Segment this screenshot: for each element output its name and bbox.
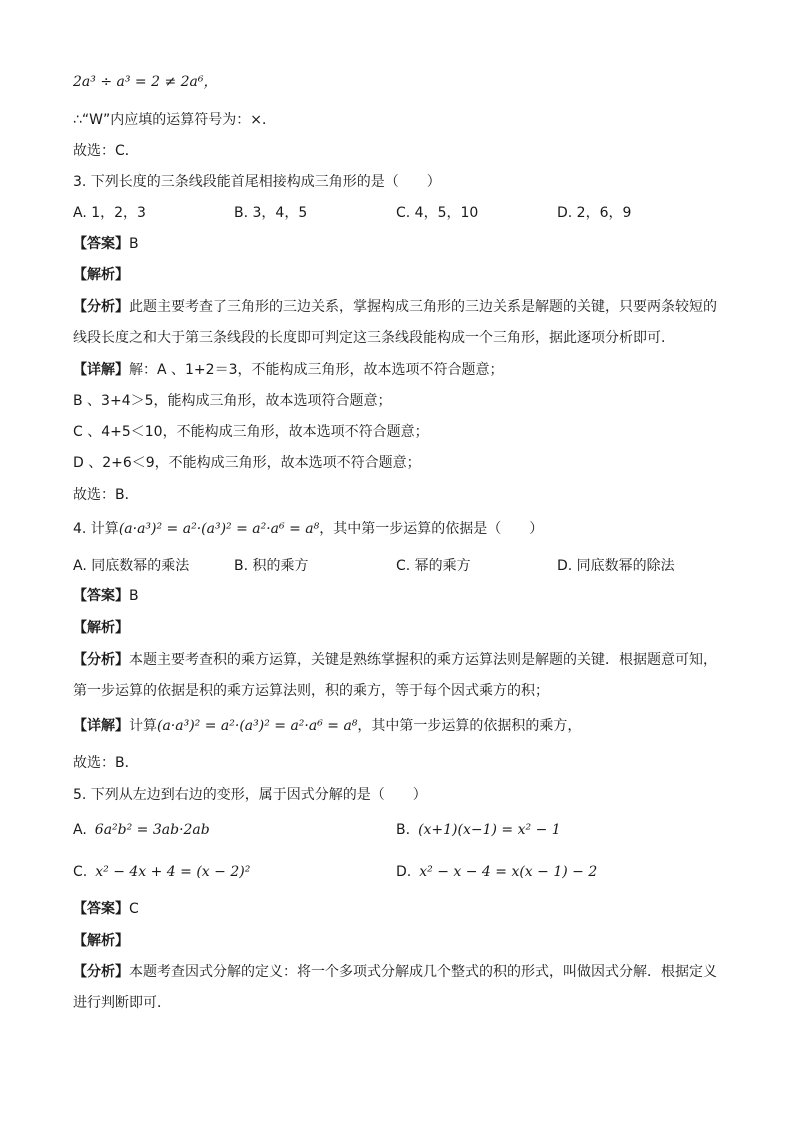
q3-detail-c: C 、4+5＜10，不能构成三角形，故本选项不符合题意； <box>73 424 429 440</box>
fenxi-text: 本题主要考查积的乘方运算，关键是熟练掌握积的乘方运算法则是解题的关键．根据题意可知， <box>129 652 717 668</box>
q5-option-b <box>396 820 561 840</box>
q4-option-c: C. 幂的乘方 <box>396 558 471 574</box>
q3-option-c: C. 4，5，10 <box>396 205 479 221</box>
xiangjie-tag: 【详解】 <box>73 362 129 378</box>
q4-fenxi-2: 第一步运算的依据是积的乘方运算法则，积的乘方，等于每个因式乘方的积； <box>73 683 549 699</box>
detail-prefix: 计算 <box>129 718 157 734</box>
fenxi-tag: 【分析】 <box>73 652 129 668</box>
option-expr: (x+1)(x−1) = x² − 1 <box>418 822 561 838</box>
q5-option-d <box>396 862 597 882</box>
stem-suffix: ，其中第一步运算的依据是（ ） <box>319 521 544 537</box>
q5-option-a <box>73 820 210 840</box>
choose-line: 故选：C． <box>73 143 139 159</box>
q4-option-b: B. 积的乘方 <box>234 558 309 574</box>
q4-option-a: A. 同底数幂的乘法 <box>73 558 190 574</box>
q3-analysis-tag: 【解析】 <box>73 267 129 283</box>
option-label: C. <box>73 864 88 880</box>
q3-stem: 3. 下列长度的三条线段能首尾相接构成三角形的是（ ） <box>73 174 441 190</box>
option-label: D. <box>396 864 412 880</box>
equation-line: 2a³ ÷ a³ = 2 ≠ 2a⁶， <box>73 74 218 90</box>
answer-value: C <box>129 901 139 917</box>
option-label: B. <box>396 822 411 838</box>
option-label: A. <box>73 822 87 838</box>
q3-detail-b: B 、3+4＞5，能构成三角形，故本选项符合题意； <box>73 393 392 409</box>
stem-prefix: 4. 计算 <box>73 521 119 537</box>
q4-detail-formula: (a·a³)² = a²·(a³)² = a²·a⁶ = a⁸ <box>157 718 358 734</box>
q5-answer <box>73 899 139 919</box>
q3-choose: 故选：B． <box>73 487 139 503</box>
q4-stem <box>73 519 543 539</box>
q5-fenxi-1 <box>73 962 717 982</box>
q5-stem: 5. 下列从左边到右边的变形，属于因式分解的是（ ） <box>73 787 427 803</box>
q5-analysis-tag: 【解析】 <box>73 933 129 949</box>
answer-tag: 【答案】 <box>73 588 129 604</box>
q4-option-d: D. 同底数幂的除法 <box>557 558 675 574</box>
detail-text: 解：A 、1+2＝3，不能构成三角形，故本选项不符合题意； <box>129 362 504 378</box>
q4-choose: 故选：B． <box>73 755 139 771</box>
q3-detail-d: D 、2+6＜9，不能构成三角形，故本选项不符合题意； <box>73 455 421 471</box>
option-expr: 6a²b² = 3ab·2ab <box>94 822 210 838</box>
q3-option-d: D. 2，6，9 <box>557 205 632 221</box>
option-expr: x² − 4x + 4 = (x − 2)² <box>95 864 251 880</box>
q4-analysis-tag: 【解析】 <box>73 620 129 636</box>
q3-fenxi-1 <box>73 297 717 317</box>
q4-answer <box>73 586 139 606</box>
q5-option-c <box>73 862 250 882</box>
q5-fenxi-2: 进行判断即可． <box>73 995 171 1011</box>
answer-value: B <box>129 588 139 604</box>
xiangjie-tag: 【详解】 <box>73 718 129 734</box>
answer-value: B <box>129 236 139 252</box>
fenxi-tag: 【分析】 <box>73 964 129 980</box>
fenxi-text: 此题主要考查了三角形的三边关系，掌握构成三角形的三边关系是解题的关键，只要两条较短的 <box>129 299 717 315</box>
answer-tag: 【答案】 <box>73 236 129 252</box>
answer-tag: 【答案】 <box>73 901 129 917</box>
q4-fenxi-1 <box>73 650 717 670</box>
q4-detail <box>73 716 581 736</box>
q3-detail-a <box>73 360 503 380</box>
q3-option-b: B. 3，4，5 <box>234 205 308 221</box>
q3-fenxi-2: 线段长度之和大于第三条线段的长度即可判定这三条线段能构成一个三角形，据此逐项分析即可. <box>73 330 666 346</box>
therefore-line: ∴“W”内应填的运算符号为：×． <box>73 112 276 128</box>
option-expr: x² − x − 4 = x(x − 1) − 2 <box>419 864 598 880</box>
q3-option-a: A. 1，2，3 <box>73 205 146 221</box>
q3-answer <box>73 234 139 254</box>
q4-formula: (a·a³)² = a²·(a³)² = a²·a⁶ = a⁸ <box>118 521 320 537</box>
fenxi-text: 本题考查因式分解的定义：将一个多项式分解成几个整式的积的形式，叫做因式分解．根据定义 <box>129 964 717 980</box>
fenxi-tag: 【分析】 <box>73 299 129 315</box>
detail-suffix: ，其中第一步运算的依据积的乘方， <box>357 718 582 734</box>
